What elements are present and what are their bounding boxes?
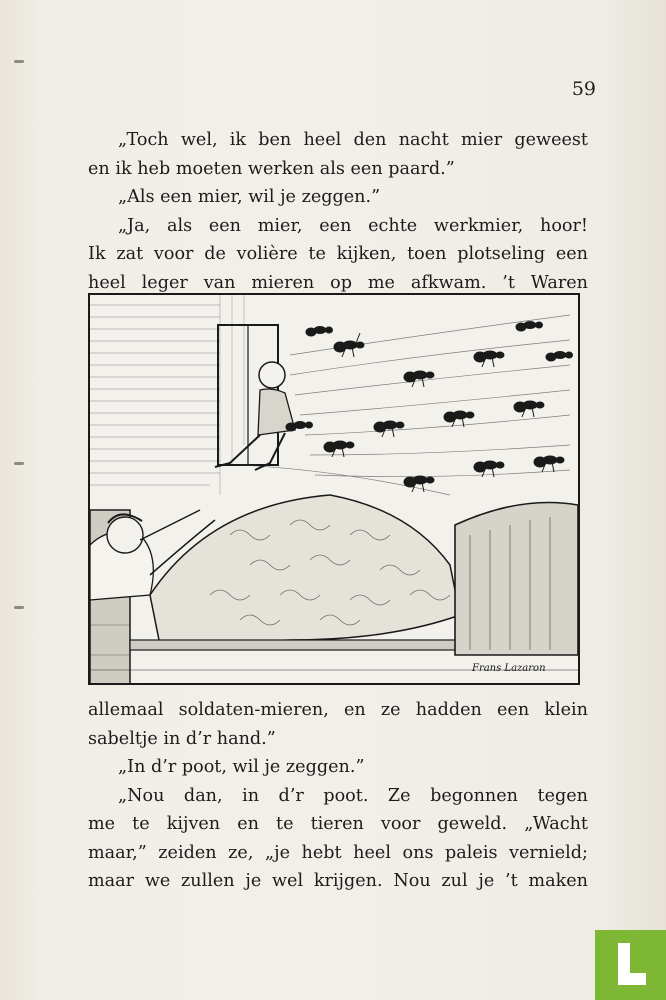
illustration-ants-attack [88, 293, 580, 685]
text-line: „Nou dan, in d’r poot. Ze begonnen tegen [118, 785, 588, 806]
page-pinhole [14, 60, 24, 63]
text-block-top [88, 126, 588, 297]
text-line: maar,” zeiden ze, „je hebt heel ons paleis vernield; [88, 842, 588, 863]
page-pinhole [14, 606, 24, 609]
text-line: allemaal soldaten-mieren, en ze hadden een klein [88, 700, 588, 720]
text-line: „In d’r poot, wil je zeggen.” [118, 757, 365, 777]
text-line: heel leger van mieren op me afkwam. ’t Waren [88, 272, 588, 293]
text-line: sabeltje in d’r hand.” [88, 728, 276, 749]
text-block-bottom [88, 696, 588, 896]
corner-logo-stamp [595, 930, 666, 1000]
text-line: en ik heb moeten werken als een paard.” [88, 158, 455, 179]
text-line: „Als een mier, wil je zeggen.” [118, 187, 381, 207]
ink-drawing [90, 295, 578, 683]
text-line: maar we zullen je wel krijgen. Nou zul je ’t maken [88, 871, 588, 891]
text-line: „Toch wel, ik ben heel den nacht mier geweest [118, 130, 588, 150]
logo-letter-l-icon [618, 943, 646, 985]
page-number: 59 [571, 78, 596, 100]
text-line: me te kijven en te tieren voor geweld. „Wacht [88, 814, 588, 834]
text-line: Ik zat voor de volière te kijken, toen plotseling een [88, 244, 588, 264]
page-pinhole [14, 462, 24, 465]
artist-signature: Frans Lazaron [472, 663, 546, 674]
text-line: „Ja, als een mier, een echte werkmier, hoor! [118, 215, 588, 236]
